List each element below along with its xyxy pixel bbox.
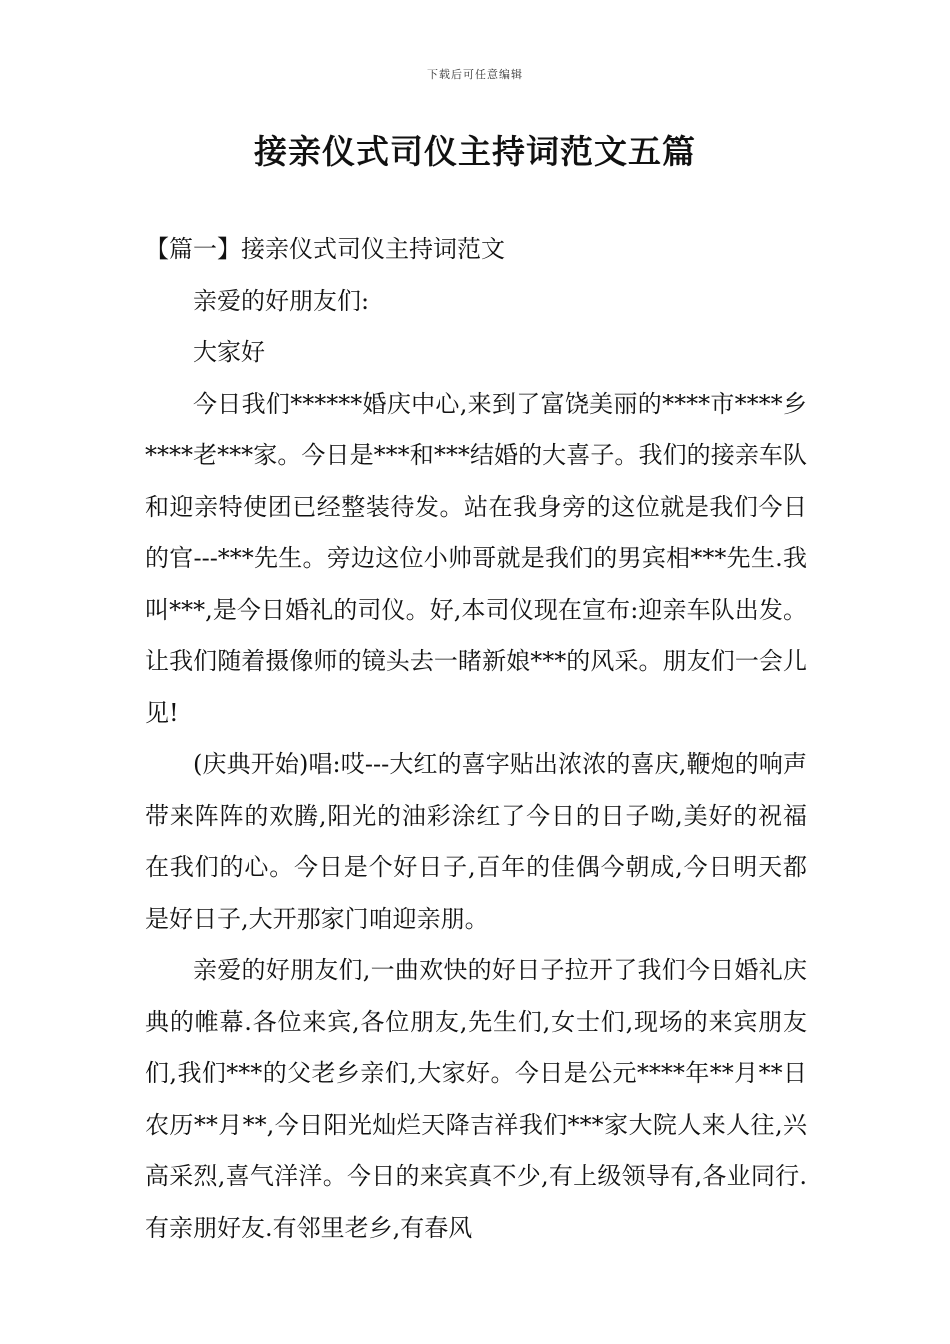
document-title: 接亲仪式司仪主持词范文五篇	[254, 132, 696, 171]
paragraph-song: (庆典开始)唱:哎---大红的喜字贴出浓浓的喜庆,鞭炮的响声带来阵阵的欢腾,阳光的油彩涂红了今日的日子呦,美好的祝福在我们的心。今日是个好日子,百年的佳偶今朝成,今日明天都是好日子,大开那家门咱迎亲朋。	[145, 750, 807, 933]
paragraph-hello: 大家好	[193, 338, 265, 366]
paragraph-greeting: 亲爱的好朋友们:	[193, 286, 370, 315]
paragraph-intro: 今日我们******婚庆中心,来到了富饶美丽的****市****乡****老***家。今日是***和***结婚的大喜子。我们的接亲车队和迎亲特使团已经整装待发。站在我身旁的这位就是我们今日的官---***先生。旁边这位小帅哥就是我们的男宾相***先生.我叫***,是今日婚礼的司仪。好,本司仪现在宣布:迎亲车队出发。让我们随着摄像师的镜头去一睹新娘***的风采。朋友们一会儿见!	[145, 389, 807, 727]
section-heading: 【篇一】接亲仪式司仪主持词范文	[145, 235, 505, 263]
paragraph-ceremony: 亲爱的好朋友们,一曲欢快的好日子拉开了我们今日婚礼庆典的帷幕.各位来宾,各位朋友,先生们,女士们,现场的来宾朋友们,我们***的父老乡亲们,大家好。今日是公元****年**月**日农历**月**,今日阳光灿烂天降吉祥我们***家大院人来人往,兴高采烈,喜气洋洋。今日的来宾真不少,有上级领导有,各业同行.有亲朋好友.有邻里老乡,有春风	[145, 956, 807, 1242]
header-note: 下载后可任意编辑	[427, 68, 523, 81]
document-body	[145, 224, 807, 1254]
